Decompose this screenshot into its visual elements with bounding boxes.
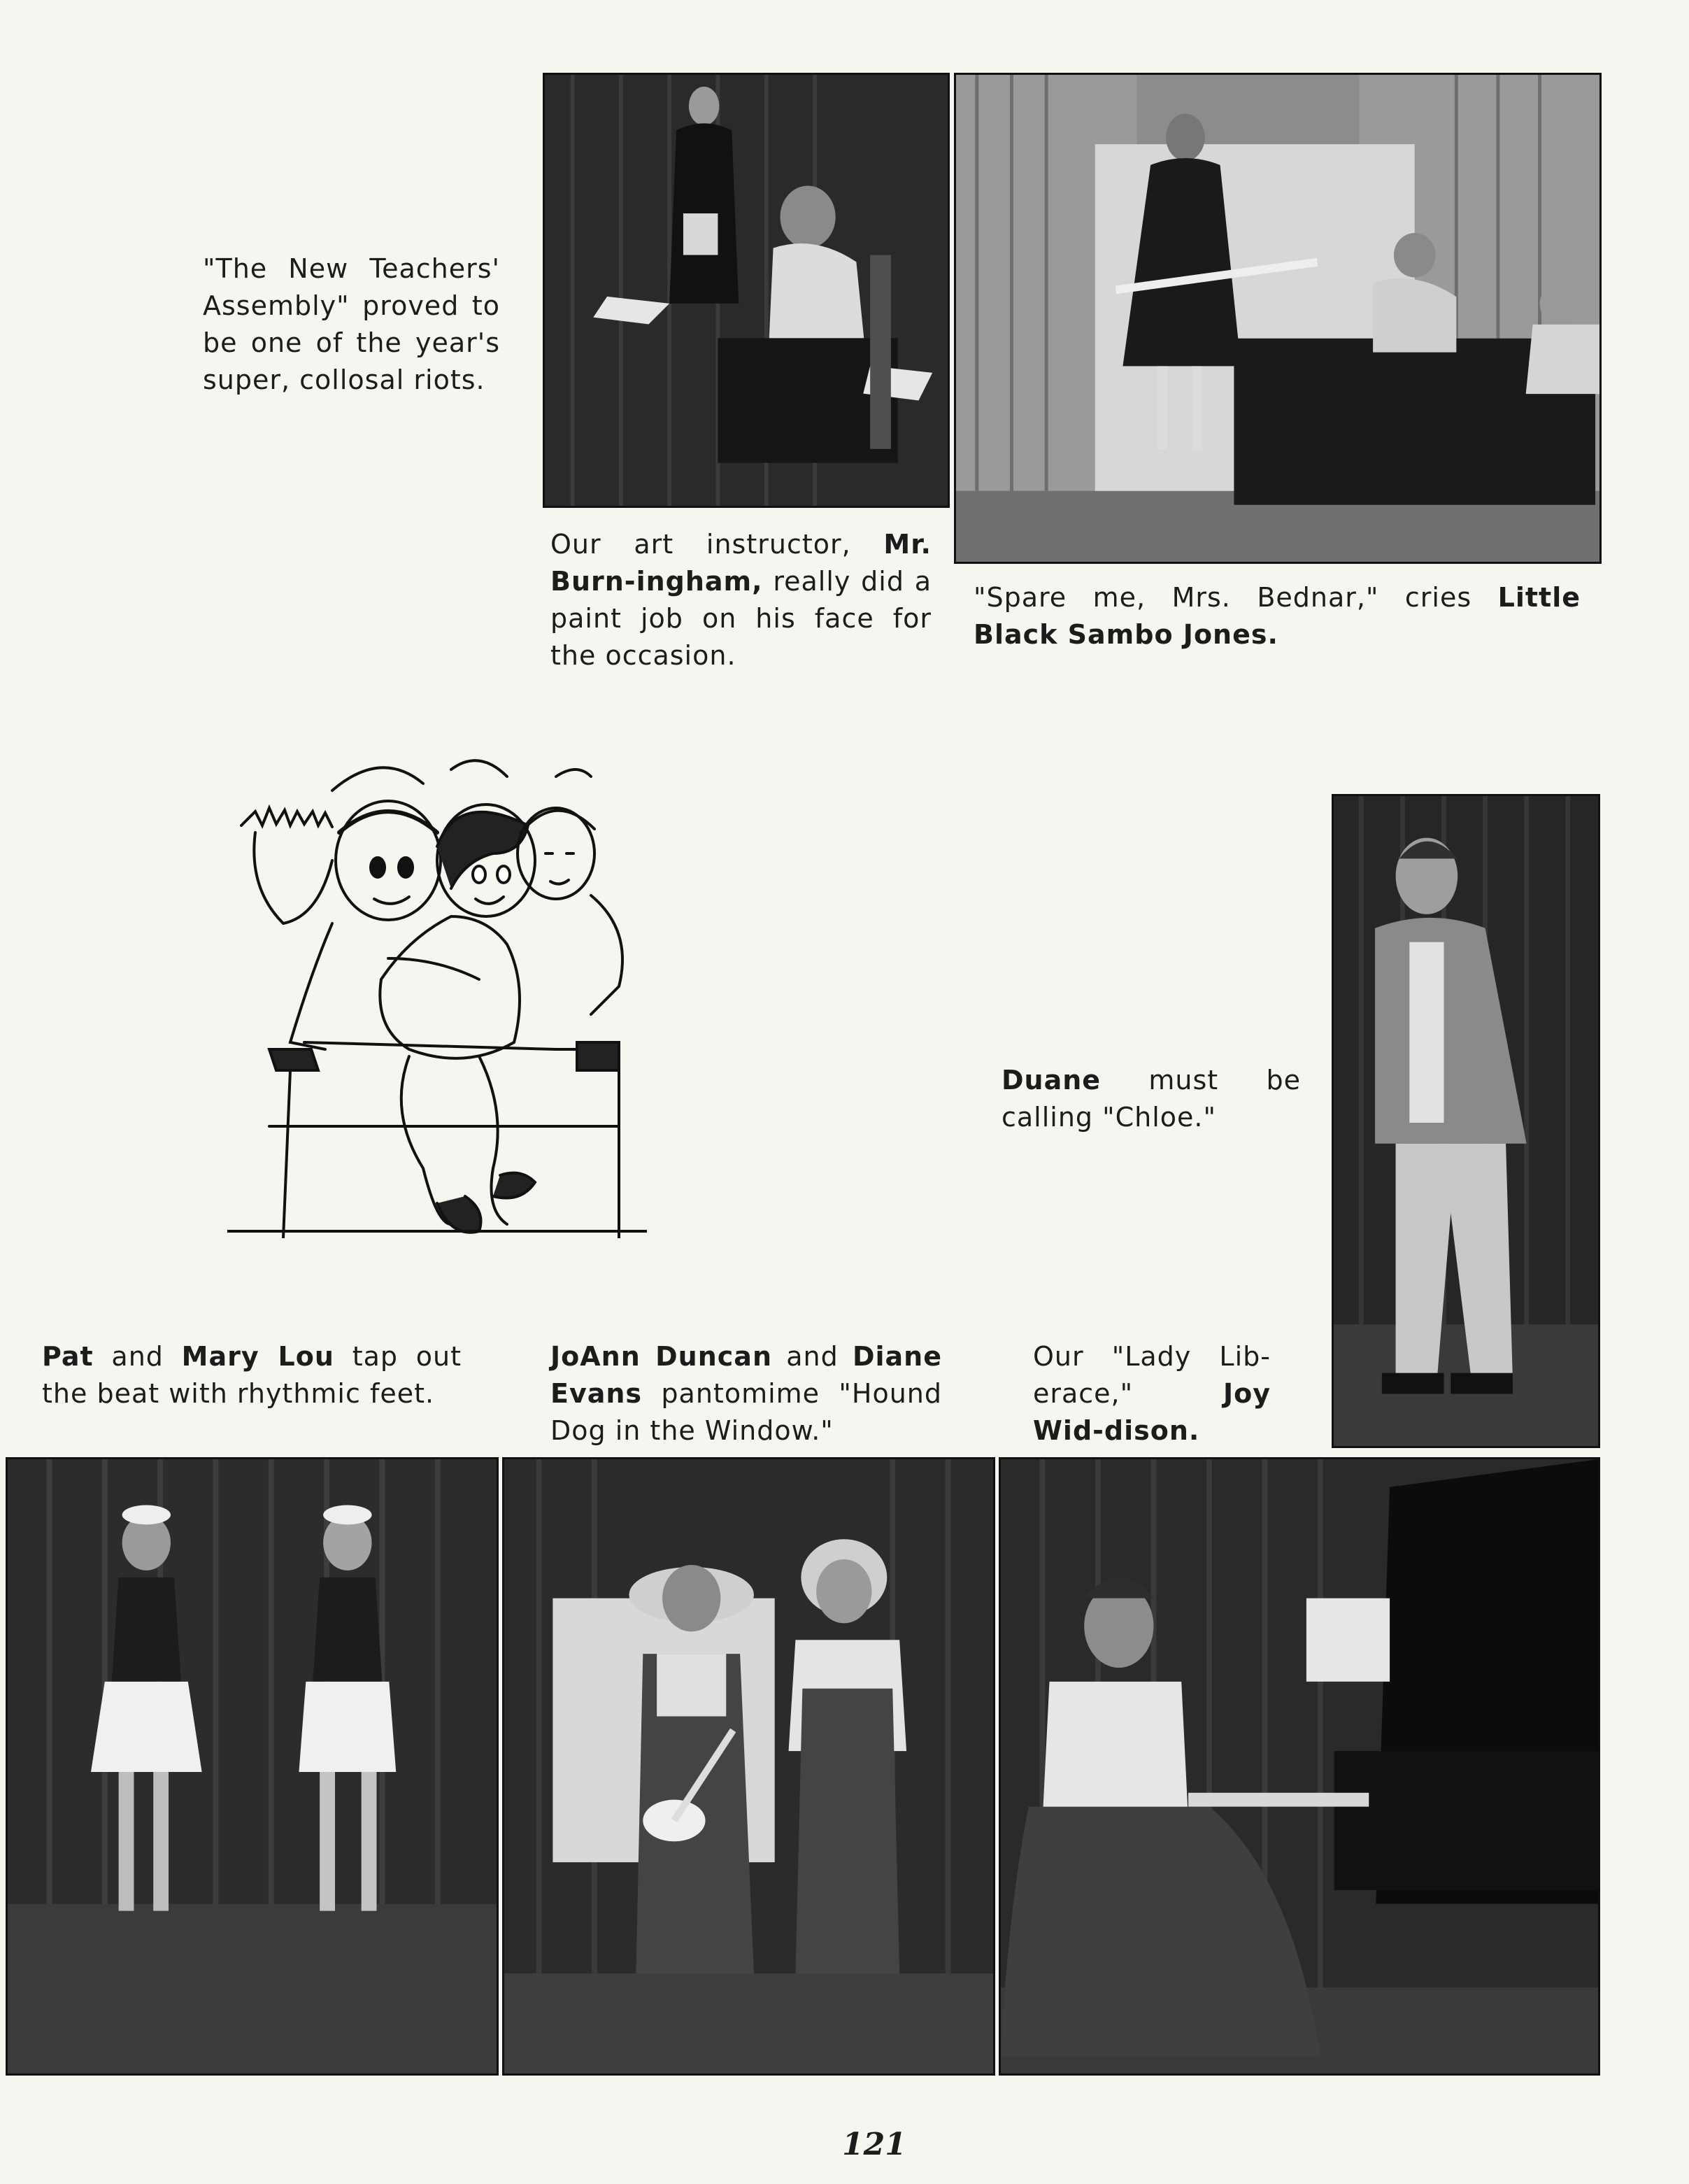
cartoon-couples-drawing — [227, 749, 647, 1238]
caption-pat-post: tap out the beat with rhythmic feet. — [42, 1341, 462, 1409]
caption-diane-name: Diane Evans — [550, 1341, 943, 1409]
caption-joann-diane — [550, 1338, 942, 1449]
caption-pat-mid: and — [93, 1341, 182, 1372]
caption-spare-me-pre: "Spare me, Mrs. Bednar," cries — [974, 582, 1498, 613]
caption-joann-post: pantomime "Hound Dog in the Window." — [550, 1378, 942, 1446]
photo-lady-liberace-piano — [999, 1457, 1600, 2076]
caption-art-instructor-pre: Our art instructor, — [550, 529, 884, 560]
caption-joann-mid: and — [772, 1341, 853, 1372]
caption-art-instructor-post: really did a paint job on his face for the occasion. — [550, 566, 932, 671]
photo-mrs-bednar-stage — [954, 73, 1602, 564]
caption-joann-name: JoAnn Duncan — [550, 1341, 773, 1372]
photo-teacher-at-desk — [543, 73, 950, 508]
photo-duane-singing — [1332, 794, 1600, 1448]
caption-duane — [1002, 1062, 1301, 1136]
caption-spare-me — [974, 579, 1581, 653]
page-number: 121 — [842, 2127, 906, 2162]
caption-lady-name: Joy Wid-dison. — [1033, 1378, 1271, 1446]
caption-mary-lou-name: Mary Lou — [181, 1341, 334, 1372]
caption-duane-post: must be calling "Chloe." — [1002, 1065, 1301, 1133]
caption-assembly-text: "The New Teachers' Assembly" proved to be one of the year's super, collosal riots. — [203, 253, 500, 395]
caption-spare-me-name: Little Black Sambo Jones. — [974, 582, 1581, 650]
caption-assembly — [203, 250, 500, 399]
caption-art-instructor-name: Mr. Burn-ingham, — [550, 529, 932, 597]
caption-pat-mary-lou — [42, 1338, 462, 1412]
photo-tap-dancers — [6, 1457, 499, 2076]
caption-pat-name: Pat — [42, 1341, 94, 1372]
caption-lady-pre: Our "Lady Lib-erace," — [1033, 1341, 1271, 1409]
caption-duane-name: Duane — [1002, 1065, 1102, 1095]
photo-hound-dog-pantomime — [502, 1457, 995, 2076]
caption-lady-liberace — [1033, 1338, 1271, 1449]
caption-art-instructor — [550, 526, 932, 674]
